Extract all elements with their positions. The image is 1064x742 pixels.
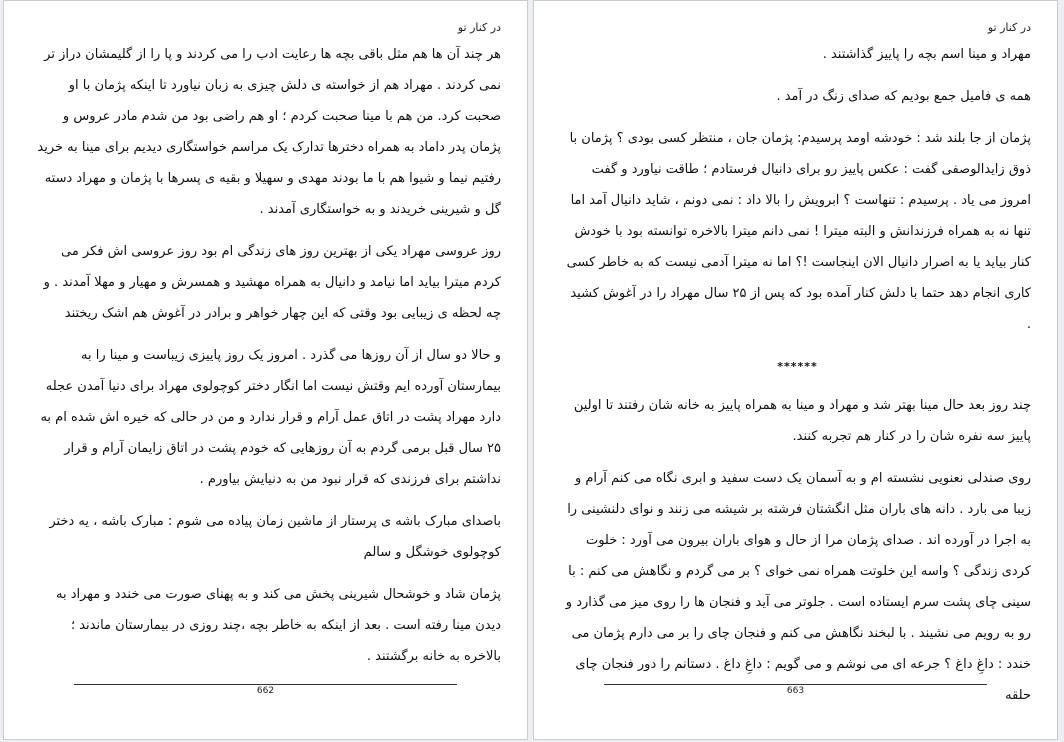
paragraph: روی صندلی نعنویی نشسته ام و به آسمان یک دست سفید و ابری نگاه می کنم آرام و زیبا می بارد . دانه های باران مثل انگشتان فرشته بر شیشه می زنند و نوای دلنشینی را به اجرا در آورده اند . صدای پژمان مرا از حال و هوای باران بیرون می آورد : خلوت کردی زندگی ؟ واسه این خلوتت همراه نمی خوای ؟ بر می گردم و نگاهش می کنم : با سینی چای پشت سرم ایستاده است . جلوتر می آید و فنجان ها را روی میز می گذارد و رو به رویم می نشیند . با لبخند نگاهش می کنم و فنجان چای را بر می دارم پژمان می خندد : داغِ داغ ؟ جرعه ای می نوشم و می گویم : داغِ داغ . دستانم را دور فنجان چای حلقه [565,471,1031,703]
page-body [564,39,1031,722]
paragraph: باصدای مبارک باشه ی پرستار از ماشین زمان پیاده می شوم : مبارک باشه ، یه دختر کوچولوی خوشگل و سالم [49,514,501,560]
page-number: 662 [256,686,275,696]
page-body [34,39,501,683]
running-header: در کنار تو [457,21,501,34]
paragraph: همه ی فامیل جمع بودیم که صدای زنگ در آمد . [776,89,1031,104]
paragraph: هر چند آن ها هم مثل باقی بچه ها رعایت ادب را می کردند و پا را از گلیمشان دراز تر نمی کردند . مهراد هم از خواسته ی دلش چیزی به زبان نیاورد تا اینکه پژمان با او صحبت کرد. من هم با مینا صحبت کردم ؛ او هم راضی بود من شدم مادر عروس و پژمان پدر داماد به همراه دخترها تدارک یک مراسم خواستگاری دیدیم برای مینا به خرید رفتیم نیما و شیوا هم با ما بودند مهدی و سهیلا و بقیه ی پسرها با پژمان و مهراد دسته گل و شیرینی خریدند و به خواستگاری آمدند . [37,47,501,217]
paragraph: چند روز بعد حال مینا بهتر شد و مهراد و مینا به همراه پاییز به خانه شان رفتند تا اولین پاییز سه نفره شان را در کنار هم تجربه کنند. [573,398,1031,444]
paragraph: پژمان شاد و خوشحال شیرینی پخش می کند و به پهنای صورت می خندد و مهراد به دیدن مینا رفته است . بعد از اینکه به خاطر بچه ،چند روزی در بیمارستان ماندند ؛ بالاخره به خانه برگشتند . [56,587,501,664]
paragraph: پژمان از جا بلند شد : خودشه اومد پرسیدم: پژمان جان ، منتظر کسی بودی ؟ پژمان با ذوق زایدالوصفی گفت : عکس پاییز رو برای دانیال فرستادم ؛ طاقت نیاورد و گفت امروز می یاد . پرسیدم : تنهاست ؟ ابرویش را بالا داد : نمی دونم ، شاید دانیال آمد اما تنها نه به همراه فرزندانش و البته میترا ! نمی دانم میترا بالاخره توانسته بود با خودش کنار بیاید یا به اصرار دانیال الان اینجاست !؟ اما نه میترا آدمی نیست که به خاطر کسی کاری انجام دهد حتما با دلش کنار آمده بود که پس از ۲۵ سال مهراد را در آغوش کشید . [566,131,1031,332]
left-page [3,0,528,740]
footer-rule [74,684,457,685]
footer-rule [604,684,987,685]
right-page [533,0,1058,740]
paragraph: مهراد و مینا اسم بچه را پاییز گذاشتند . [822,47,1031,62]
section-separator: ****** [777,360,818,373]
paragraph: و حالا دو سال از آن روزها می گذرد . امروز یک روز پاییزی زیباست و مینا را به بیمارستان آورده ایم وقتش نیست اما انگار دختر کوچولوی مهراد برای دنیا آمدن عجله دارد مهراد پشت در اتاق عمل آرام و قرار ندارد و من در حالی که خیره اش شده ام به ۲۵ سال قبل برمی گردم به آن روزهایی که خودم پشت در اتاق زایمان آرام و قرار نداشتم برای فرزندی که قرار نبود من به دنیایش بیاورم . [40,348,501,487]
running-header: در کنار تو [987,21,1031,34]
page-number: 663 [786,686,805,696]
paragraph: روز عروسی مهراد یکی از بهترین روز های زندگی ام بود روز عروسی اش فکر می کردم میترا بیاید اما نیامد و دانیال به همراه مهشید و همسرش و مهیار و مهلا آمدند . و چه لحظه ی زیبایی بود وقتی که این چهار خواهر و برادر در آغوش هم اشک ریختند [43,244,501,321]
